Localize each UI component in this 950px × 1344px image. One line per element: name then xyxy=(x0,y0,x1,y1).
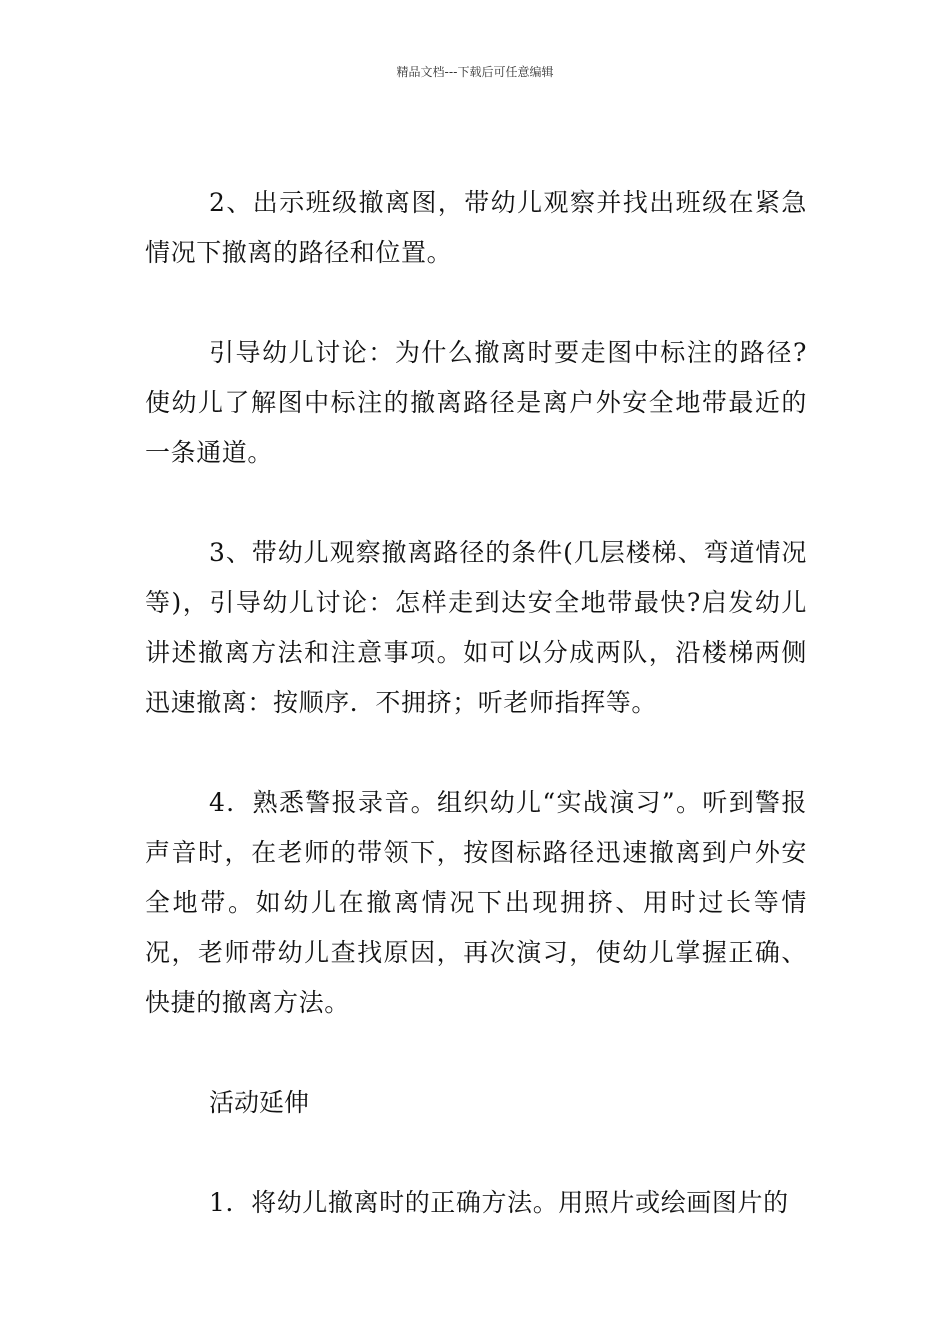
section-heading-extension: 活动延伸 xyxy=(209,1088,310,1117)
paragraph-extension-item-1: 1．将幼儿撤离时的正确方法。用照片或绘画图片的 xyxy=(209,1188,789,1217)
page-header: 精品文档---下载后可任意编辑 xyxy=(396,65,554,79)
paragraph-route-conditions: 3、带幼儿观察撤离路径的条件(几层楼梯、弯道情况等)，引导幼儿讨论：怎样走到达安全地带最快?启发幼儿讲述撤离方法和注意事项。如可以分成两队，沿楼梯两侧迅速撤离：按顺序．不拥挤；听老师指挥等。 xyxy=(145,538,807,717)
paragraph-discussion-route: 引导幼儿讨论：为什么撤离时要走图中标注的路径?使幼儿了解图中标注的撤离路径是离户外安全地带最近的一条通道。 xyxy=(145,338,807,467)
document-body xyxy=(145,178,807,1278)
paragraph-evacuation-map: 2、出示班级撤离图，带幼儿观察并找出班级在紧急情况下撤离的路径和位置。 xyxy=(145,188,807,267)
paragraph-drill: 4．熟悉警报录音。组织幼儿“实战演习”。听到警报声音时，在老师的带领下，按图标路径迅速撤离到户外安全地带。如幼儿在撤离情况下出现拥挤、用时过长等情况，老师带幼儿查找原因，再次演习，使幼儿掌握正确、快捷的撤离方法。 xyxy=(145,788,807,1017)
